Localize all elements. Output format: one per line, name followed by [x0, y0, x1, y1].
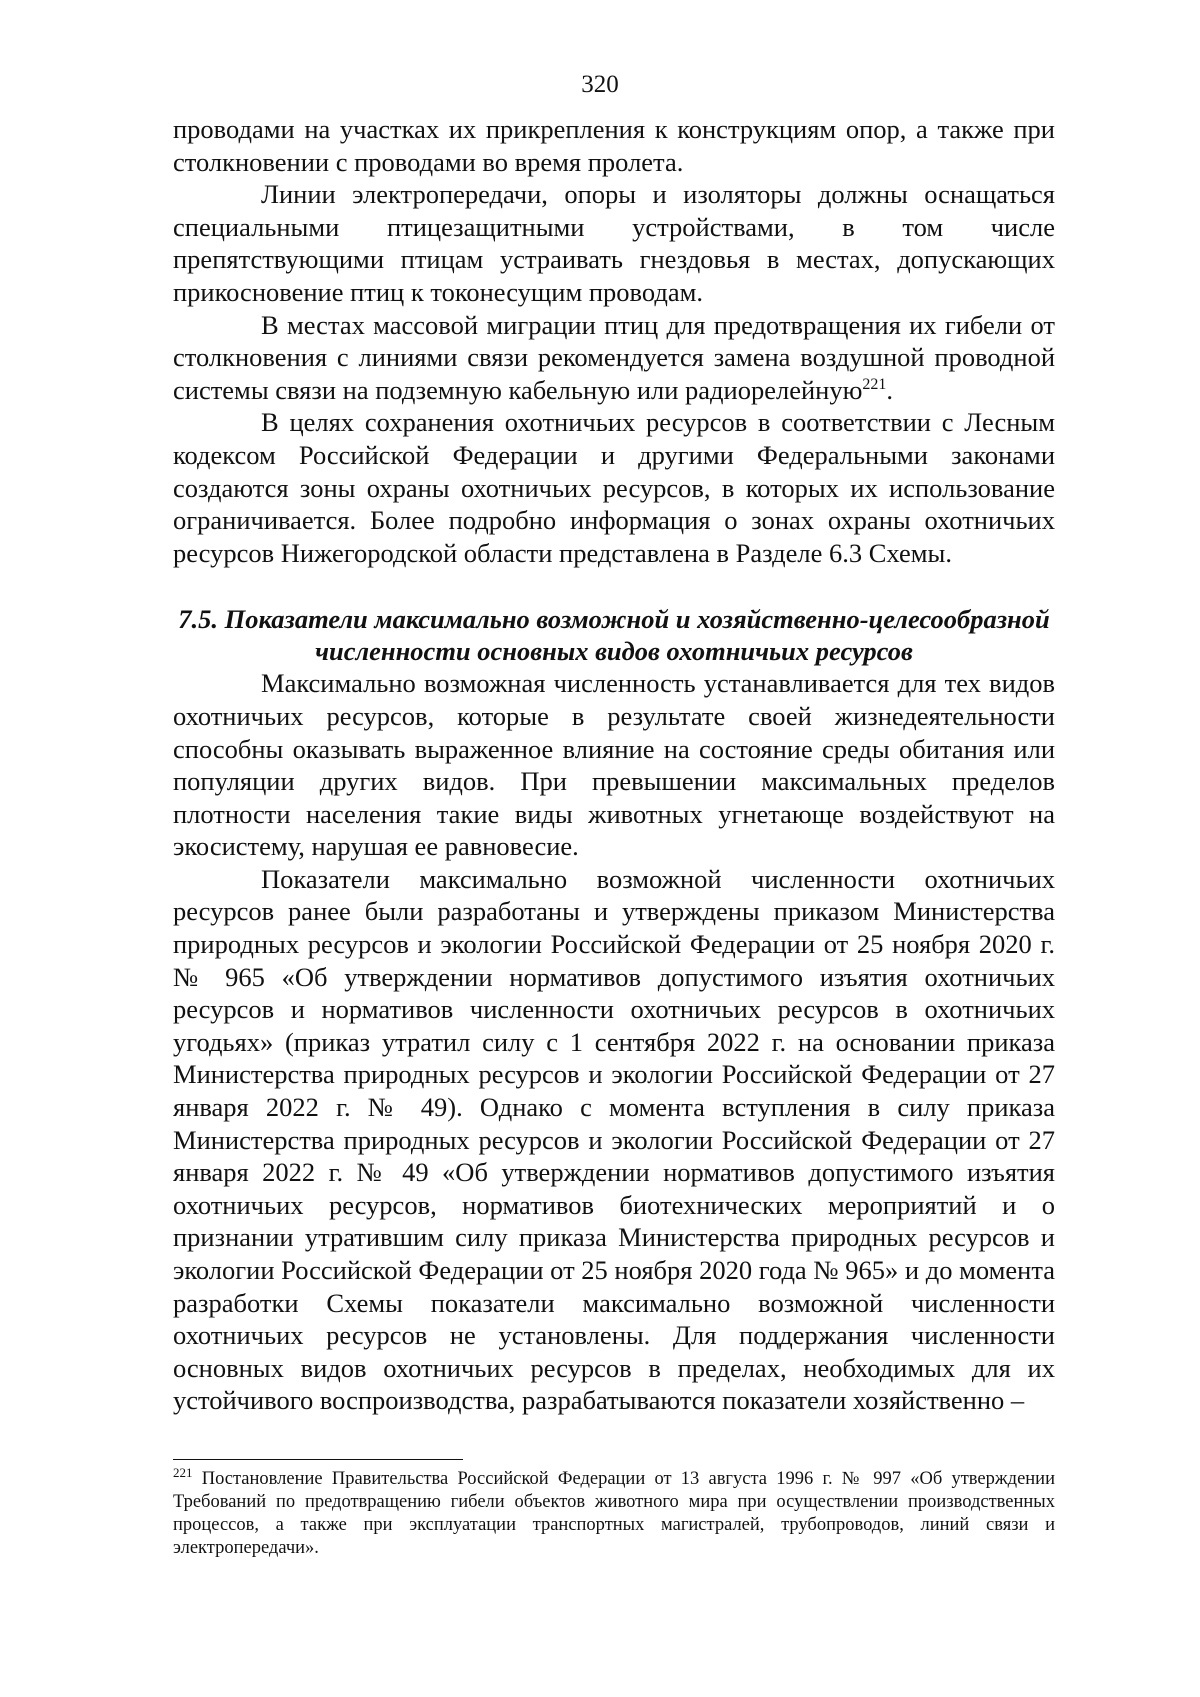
section-heading [173, 603, 1055, 667]
footnote-number: 221 [173, 1465, 193, 1480]
section-heading-line-1: 7.5. Показатели максимально возможной и хозяйственно-целесообразной [178, 604, 1050, 635]
footnote-divider [173, 1459, 463, 1460]
paragraph-continuation: проводами на участках их прикрепления к конструкциям опор, а также при столкновении с проводами во время пролета. [173, 114, 1055, 177]
paragraph-bird-migration-end: . [886, 374, 894, 405]
paragraph-indicators: Показатели максимально возможной численности охотничьих ресурсов ранее были разработаны и утверждены приказом Министерства природных ресурсов и экологии Российской Федерации от 25 ноября 2020 г. № 965 «Об утверждении нормативов допустимого изъятия охотничьих ресурсов и нормативов численности охотничьих ресурсов в охотничьих угодьях» (приказ утратил силу с 1 сентября 2022 г. на основании приказа Министерства природных ресурсов и экологии Российской Федерации от 27 января 2022 г. № 49). Однако с момента вступления в силу приказа Министерства природных ресурсов и экологии Российской Федерации от 27 января 2022 г. № 49 «Об утверждении нормативов допустимого изъятия охотничьих ресурсов, нормативов биотехнических мероприятий и о признании утратившим силу приказа Министерства природных ресурсов и экологии Российской Федерации от 25 ноября 2020 года № 965» и до момента разработки Схемы показатели максимально возможной численности охотничьих ресурсов не установлены. Для поддержания численности основных видов охотничьих ресурсов в пределах, необходимых для их устойчивого воспроизводства, разрабатываются показатели хозяйственно – [173, 863, 1055, 1416]
footnote [173, 1465, 1055, 1560]
paragraph-max-population: Максимально возможная численность устанавливается для тех видов охотничьих ресурсов, которые в результате своей жизнедеятельности способны оказывать выраженное влияние на состояние среды обитания или популяции других видов. При превышении максимальных пределов плотности населения такие виды животных угнетающе воздействуют на экосистему, нарушая ее равновесие. [173, 668, 1055, 862]
section-heading-line-2: численности основных видов охотничьих ресурсов [315, 636, 913, 667]
body-text [173, 113, 1055, 1417]
footnote-text: Постановление Правительства Российской Федерации от 13 августа 1996 г. № 997 «Об утверждении Требований по предотвращению гибели объектов животного мира при осуществлении производственных процессов, а также при эксплуатации транспортных магистралей, трубопроводов, линий связи и электропередачи». [173, 1469, 1055, 1558]
paragraph-power-lines: Линии электропередачи, опоры и изоляторы должны оснащаться специальными птицезащитными устройствами, в том числе препятствующими птицам устраивать гнездовья в местах, допускающих прикосновение птиц к токонесущим проводам. [173, 179, 1055, 307]
paragraph-bird-migration [173, 309, 1055, 407]
paragraph-bird-migration-text: В местах массовой миграции птиц для предотвращения их гибели от столкновения с линиями связи рекомендуется замена воздушной проводной системы связи на подземную кабельную или радиорелейную [173, 309, 1055, 405]
footnote-reference: 221 [862, 375, 887, 393]
paragraph-protection-zones: В целях сохранения охотничьих ресурсов в соответствии с Лесным кодексом Российской Федерации и другими Федеральными законами создаются зоны охраны охотничьих ресурсов, в которых их использование ограничивается. Более подробно информация о зонах охраны охотничьих ресурсов Нижегородской области представлена в Разделе 6.3 Схемы. [173, 407, 1055, 568]
page-number: 320 [581, 71, 619, 98]
